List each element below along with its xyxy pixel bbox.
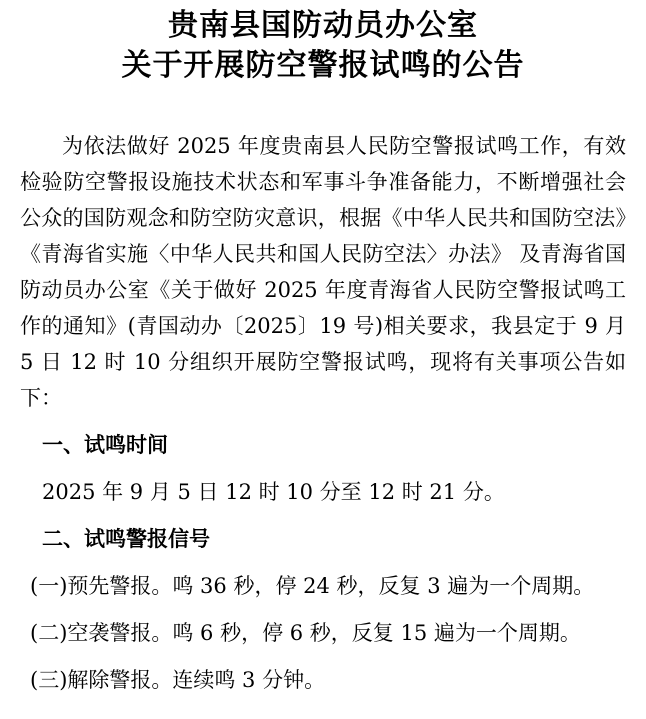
- notice-title-line-1: 贵南县国防动员办公室: [168, 8, 478, 43]
- signal-item-advance-warning: (一)预先警报。鸣 36 秒，停 24 秒，反复 3 遍为一个周期。: [30, 574, 595, 598]
- signal-item-all-clear: (三)解除警报。连续鸣 3 分钟。: [30, 668, 326, 692]
- test-time-text: 2025 年 9 月 5 日 12 时 10 分至 12 时 21 分。: [42, 480, 505, 504]
- section-heading-alarm-signals: 二、试鸣警报信号: [42, 526, 210, 551]
- notice-body: [20, 128, 626, 698]
- intro-paragraph: 为依法做好 2025 年度贵南县人民防空警报试鸣工作，有效检验防空警报设施技术状态和军事斗争准备能力，不断增强社会公众的国防观念和防空防灾意识，根据《中华人民共和国防空法》《青海省实施〈中华人民共和国人民防空法〉办法》 及青海省国防动员办公室《关于做好 2025 年度青海省人民防空警报试鸣工作的通知》(青国动办〔2025〕19 号)相关要求，我县定于 9 月 5 日 12 时 10 分组织开展防空警报试鸣，现将有关事项公告如下：: [20, 134, 626, 410]
- notice-title-line-2: 关于开展防空警报试鸣的公告: [121, 48, 525, 83]
- section-heading-test-time: 一、试鸣时间: [42, 432, 168, 457]
- signal-item-air-raid: (二)空袭警报。鸣 6 秒，停 6 秒，反复 15 遍为一个周期。: [30, 621, 581, 645]
